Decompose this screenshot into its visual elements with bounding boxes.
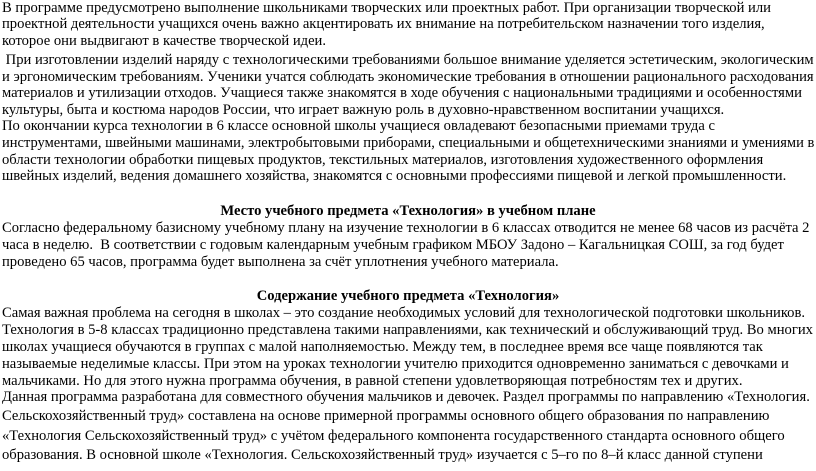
text-line: часа в неделю. В соответствии с годовым календарным учебным графиком МБОУ Задоно – Кагальницкая СОШ, за год будет (2, 236, 784, 253)
text-line: швейных изделий, ведения домашнего хозяйства, знакомятся с основными профессиями пищевой и легкой промышленности. (2, 168, 787, 185)
spacer (2, 185, 814, 203)
paragraph-course-outcomes (2, 118, 814, 184)
text-line: культуры, быта и костюма народов России, что играет важную роль в духовно-нравственном воспитании учащихся. (2, 101, 725, 118)
text-line: школах учащиеся обучаются в группах с малой наполняемостью. Между тем, в последнее время все чаще появляются так (2, 338, 763, 355)
spacer (2, 271, 814, 288)
text-line: При изготовлении изделий наряду с технологическими требованиями большое внимание уделяется эстетическим, экологическим (2, 52, 814, 68)
paragraph-curriculum-hours (2, 220, 814, 271)
text-line: мальчиками. Но для этого нужна программа обучения, в равной степени удовлетворяющая потребностям тех и других. (2, 372, 743, 389)
text-line: образования. В основной школе «Технология. Сельскохозяйственный труд» изучается с 5–го по 8–й класс данной ступени (2, 446, 763, 463)
text-line: и эргономическим требованиям. Ученики учатся соблюдать экономические требования в отношении рационального расходования (2, 68, 814, 85)
section-heading-subject-content: Содержание учебного предмета «Технология» (256, 287, 560, 304)
text-line: Сельскохозяйственный труд» составлена на основе примерной программы основного общего образования по направлению (2, 407, 770, 424)
text-line: проведено 65 часов, программа будет выполнена за счёт уплотнения учебного материала. (2, 253, 559, 270)
paragraph-subject-content (2, 305, 814, 466)
text-line: По окончании курса технологии в 6 классе основной школы учащиеся овладевают безопасными приемами труда с (2, 118, 715, 135)
section-heading-curriculum-place: Место учебного предмета «Технология» в учебном плане (220, 202, 596, 219)
text-line: Технология в 5-8 классах традиционно представлена такими направлениями, как технический и обслуживающий труд. Во многих (2, 321, 813, 338)
text-line: материалов и утилизации отходов. Учащиеся также знакомятся в ходе обучения с национальными традициями и особенностями (2, 85, 802, 102)
text-line: проектной деятельности учащихся очень важно акцентировать их внимание на потребительском назначении того изделия, (2, 16, 765, 32)
document-page (2, 0, 814, 466)
text-line: Данная программа разработана для совместного обучения мальчиков и девочек. Раздел программы по направлению «Технология. (2, 388, 810, 405)
paragraph-creative-projects (2, 0, 814, 52)
text-line: Самая важная проблема на сегодня в школах – это создание необходимых условий для технологической подготовки школьников. (2, 304, 806, 321)
text-line: инструментами, швейными машинами, электробытовыми приборами, специальными и общетехническими знаниями и умениями в (2, 134, 815, 151)
text-line: которое они выдвигают в качестве творческой идеи. (2, 33, 327, 49)
text-line: называемые неделимые классы. При этом на уроках технологии учителю приходится одновременно заниматься с девочками и (2, 355, 789, 372)
text-line: области технологии обработки пищевых продуктов, текстильных материалов, изготовления художественного оформления (2, 151, 764, 168)
text-line: Согласно федеральному базисному учебному плану на изучение технологии в 6 классах отводится не менее 68 часов из расчёта 2 (2, 219, 810, 236)
text-line: В программе предусмотрено выполнение школьниками творческих или проектных работ. При организации творческой или (2, 0, 771, 16)
text-line: «Технология Сельскохозяйственный труд» с учётом федерального компонента государственного стандарта основного общего (2, 427, 785, 444)
paragraph-requirements (2, 52, 814, 118)
